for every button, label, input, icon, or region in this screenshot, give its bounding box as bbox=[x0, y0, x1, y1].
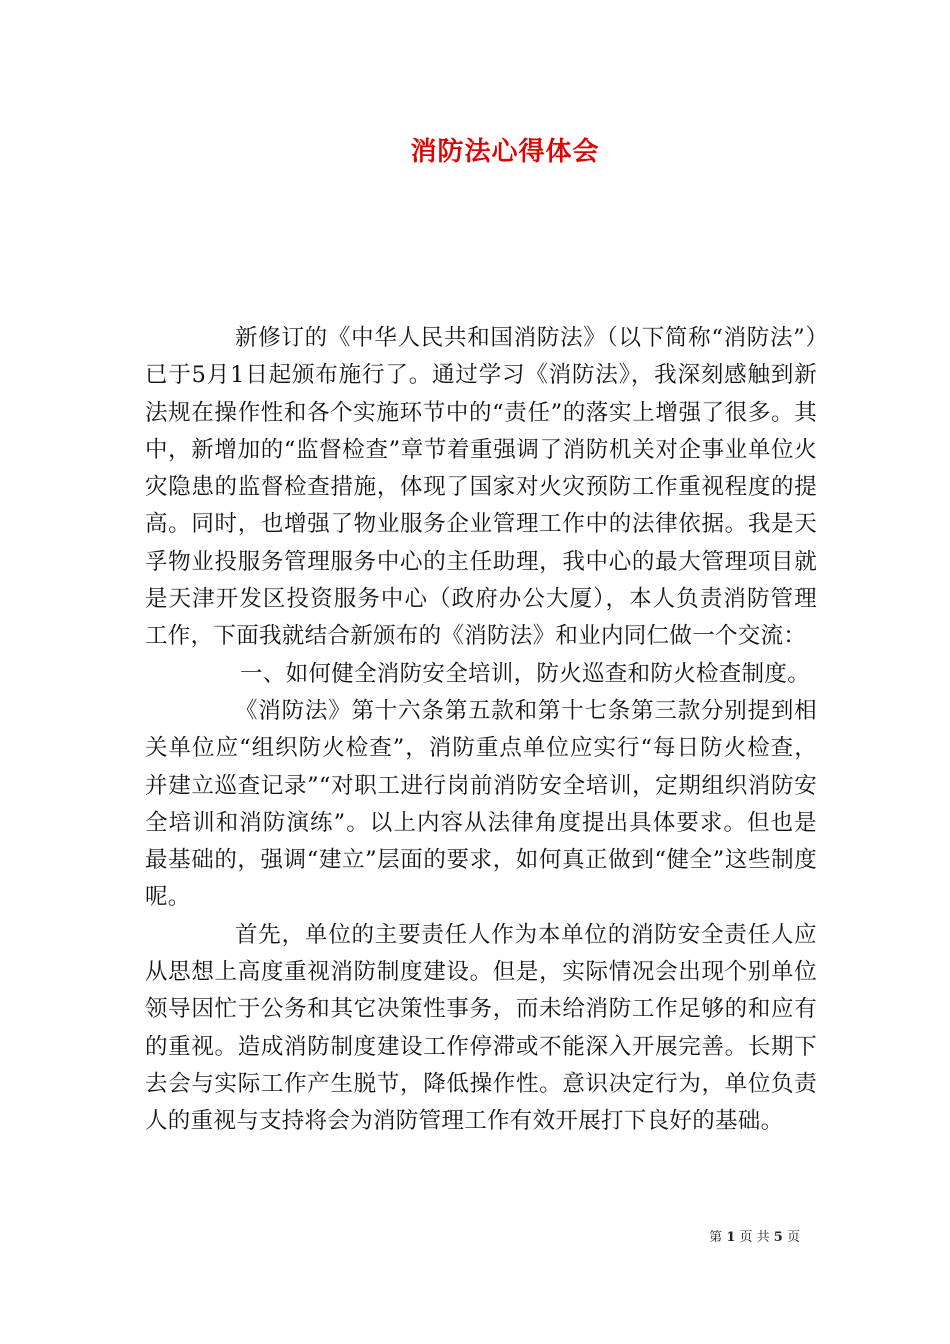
document-title: 消防法心得体会 bbox=[410, 137, 600, 167]
footer-suffix: 页 bbox=[786, 1230, 800, 1245]
section-heading-1: 一、如何健全消防安全培训，防火巡查和防火检查制度。 bbox=[240, 660, 811, 687]
footer-middle: 页 共 bbox=[739, 1230, 770, 1245]
footer-prefix: 第 bbox=[709, 1230, 723, 1245]
page-footer bbox=[600, 1229, 800, 1247]
paragraph-first-point: 首先，单位的主要责任人作为本单位的消防安全责任人应从思想上高度重视消防制度建设。但是，实际情况会出现个别单位领导因忙于公务和其它决策性事务，而未给消防工作足够的和应有的重视。造成消防制度建设工作停滞或不能深入开展完善。长期下去会与实际工作产生脱节，降低操作性。意识决定行为，单位负责人的重视与支持将会为消防管理工作有效开展打下良好的基础。 bbox=[145, 921, 817, 1135]
document-body bbox=[145, 320, 817, 1141]
paragraph-intro: 新修订的《中华人民共和国消防法》（以下简称“消防法”）已于5月1日起颁布施行了。通过学习《消防法》，我深刻感触到新法规在操作性和各个实施环节中的“责任”的落实上增强了很多。其中，新增加的“监督检查”章节着重强调了消防机关对企事业单位火灾隐患的监督检查措施，体现了国家对火灾预防工作重视程度的提高。同时，也增强了物业服务企业管理工作中的法律依据。我是天孚物业投服务管理服务中心的主任助理，我中心的最大管理项目就是天津开发区投资服务中心（政府办公大厦），本人负责消防管理工作，下面我就结合新颁布的《消防法》和业内同仁做一个交流： bbox=[145, 325, 817, 650]
paragraph-law-articles: 《消防法》第十六条第五款和第十七条第三款分别提到相关单位应“组织防火检查”，消防重点单位应实行“每日防火检查，并建立巡查记录”“对职工进行岗前消防安全培训，定期组织消防安全培训和消防演练”。以上内容从法律角度提出具体要求。但也是最基础的，强调“建立”层面的要求，如何真正做到“健全”这些制度呢。 bbox=[145, 697, 817, 911]
footer-current-page: 1 bbox=[726, 1230, 736, 1245]
footer-total-pages: 5 bbox=[773, 1230, 783, 1245]
